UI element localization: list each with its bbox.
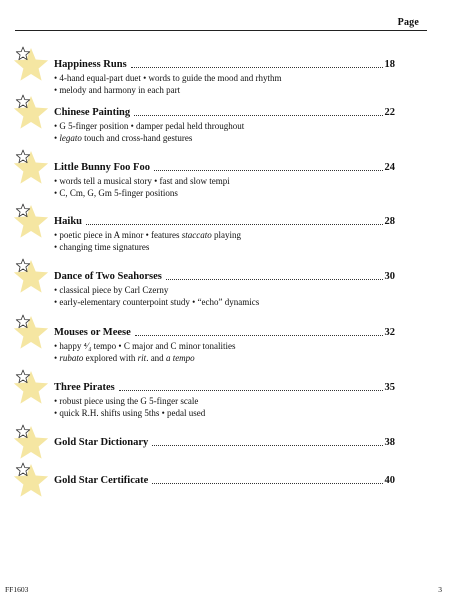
description-line: [54, 408, 394, 420]
description-line: [54, 85, 394, 97]
header-divider: [15, 30, 427, 31]
toc-description: [54, 341, 394, 364]
toc-description: [54, 176, 394, 199]
toc-entry[interactable]: [0, 161, 450, 221]
description-text: • melody and harmony in each part: [54, 84, 181, 95]
description-line: [54, 297, 394, 309]
toc-entry[interactable]: [0, 474, 450, 534]
dot-leader: [135, 326, 383, 336]
toc-page-number: 24: [384, 162, 395, 173]
toc-entry[interactable]: [0, 106, 450, 166]
italic-term: rit: [137, 352, 147, 363]
dot-leader: [134, 106, 382, 116]
description-text: • quick R.H. shifts using 5ths • pedal used: [54, 407, 206, 418]
toc-title-line: [54, 381, 395, 394]
toc-title[interactable]: Three Pirates: [54, 382, 115, 393]
description-text: • G 5-finger position • damper pedal held throughout: [54, 121, 245, 131]
toc-title[interactable]: Mouses or Meese: [54, 327, 131, 338]
gold-star-icon: [10, 422, 50, 462]
toc-title[interactable]: Gold Star Dictionary: [54, 437, 149, 448]
toc-title[interactable]: Dance of Two Seahorses: [54, 271, 162, 282]
description-line: [54, 353, 394, 365]
description-line: [54, 341, 394, 353]
description-line: [54, 188, 394, 200]
toc-page-number: 40: [384, 475, 395, 486]
description-text: . and: [146, 352, 166, 363]
description-text: •: [54, 352, 60, 363]
toc-description: [54, 285, 394, 308]
gold-star-icon: [10, 460, 50, 500]
description-text: touch and cross-hand gestures: [81, 132, 193, 143]
dot-leader: [166, 270, 383, 280]
italic-term: rubato: [59, 352, 84, 363]
toc-entry[interactable]: [0, 381, 450, 441]
toc-title[interactable]: Gold Star Certificate: [54, 475, 149, 486]
toc-description: [54, 121, 394, 144]
toc-entry[interactable]: [0, 215, 450, 275]
description-text: • happy ⁴⁄₄ tempo • C major and C minor tonalities: [54, 341, 236, 351]
toc-title[interactable]: Happiness Runs: [54, 59, 127, 70]
toc-title-line: [54, 161, 395, 174]
toc-title-line: [54, 436, 395, 449]
gold-star-icon: [10, 147, 50, 187]
description-text: • changing time signatures: [54, 241, 150, 252]
gold-star-icon: [10, 201, 50, 241]
gold-star-icon: [10, 44, 50, 84]
book-code: FF1603: [5, 585, 29, 594]
description-text: • C, Cm, G, Gm 5-finger positions: [54, 187, 178, 198]
toc-page-number: 30: [384, 271, 395, 282]
toc-page-number: 32: [384, 327, 395, 338]
description-line: [54, 133, 394, 145]
description-line: [54, 242, 394, 254]
description-text: • words tell a musical story • fast and slow tempi: [54, 176, 230, 186]
toc-description: [54, 73, 394, 96]
toc-page-number: 18: [384, 59, 395, 70]
toc-page-number: 38: [384, 437, 395, 448]
dot-leader: [152, 474, 382, 484]
italic-term: legato: [59, 132, 82, 143]
gold-star-icon: [10, 256, 50, 296]
toc-title-line: [54, 474, 395, 487]
dot-leader: [152, 436, 382, 446]
description-line: [54, 121, 394, 133]
description-text: •: [54, 132, 60, 143]
description-line: [54, 230, 394, 242]
gold-star-icon: [10, 92, 50, 132]
toc-title-line: [54, 270, 395, 283]
toc-page-number: 35: [384, 382, 395, 393]
description-text: • poetic piece in A minor • features: [54, 230, 182, 240]
dot-leader: [119, 381, 383, 391]
toc-title-line: [54, 106, 395, 119]
toc-title[interactable]: Haiku: [54, 216, 83, 227]
description-line: [54, 396, 394, 408]
toc-title-line: [54, 326, 395, 339]
description-text: explored with: [83, 352, 138, 363]
dot-leader: [86, 215, 382, 225]
page-column-header: Page: [397, 17, 419, 28]
description-line: [54, 285, 394, 297]
description-text: • early-elementary counterpoint study • “echo” dynamics: [54, 296, 260, 307]
toc-description: [54, 230, 394, 253]
toc-description: [54, 396, 394, 419]
gold-star-icon: [10, 312, 50, 352]
toc-page-number: 28: [384, 216, 395, 227]
description-line: [54, 176, 394, 188]
description-text: • robust piece using the G 5-finger scale: [54, 396, 199, 406]
page-number: 3: [438, 585, 442, 594]
description-text: • classical piece by Carl Czerny: [54, 285, 169, 295]
toc-title-line: [54, 58, 395, 71]
toc-title[interactable]: Chinese Painting: [54, 107, 131, 118]
italic-term: staccato: [181, 230, 212, 240]
gold-star-icon: [10, 367, 50, 407]
toc-title-line: [54, 215, 395, 228]
toc-title[interactable]: Little Bunny Foo Foo: [54, 162, 150, 173]
description-line: [54, 73, 394, 85]
description-text: playing: [211, 230, 242, 240]
toc-page-number: 22: [384, 107, 395, 118]
italic-term: a tempo: [165, 352, 195, 363]
description-text: • 4-hand equal-part duet • words to guide the mood and rhythm: [54, 73, 282, 83]
toc-entry[interactable]: [0, 270, 450, 330]
toc-entry[interactable]: [0, 326, 450, 386]
dot-leader: [154, 161, 383, 171]
dot-leader: [131, 58, 383, 68]
